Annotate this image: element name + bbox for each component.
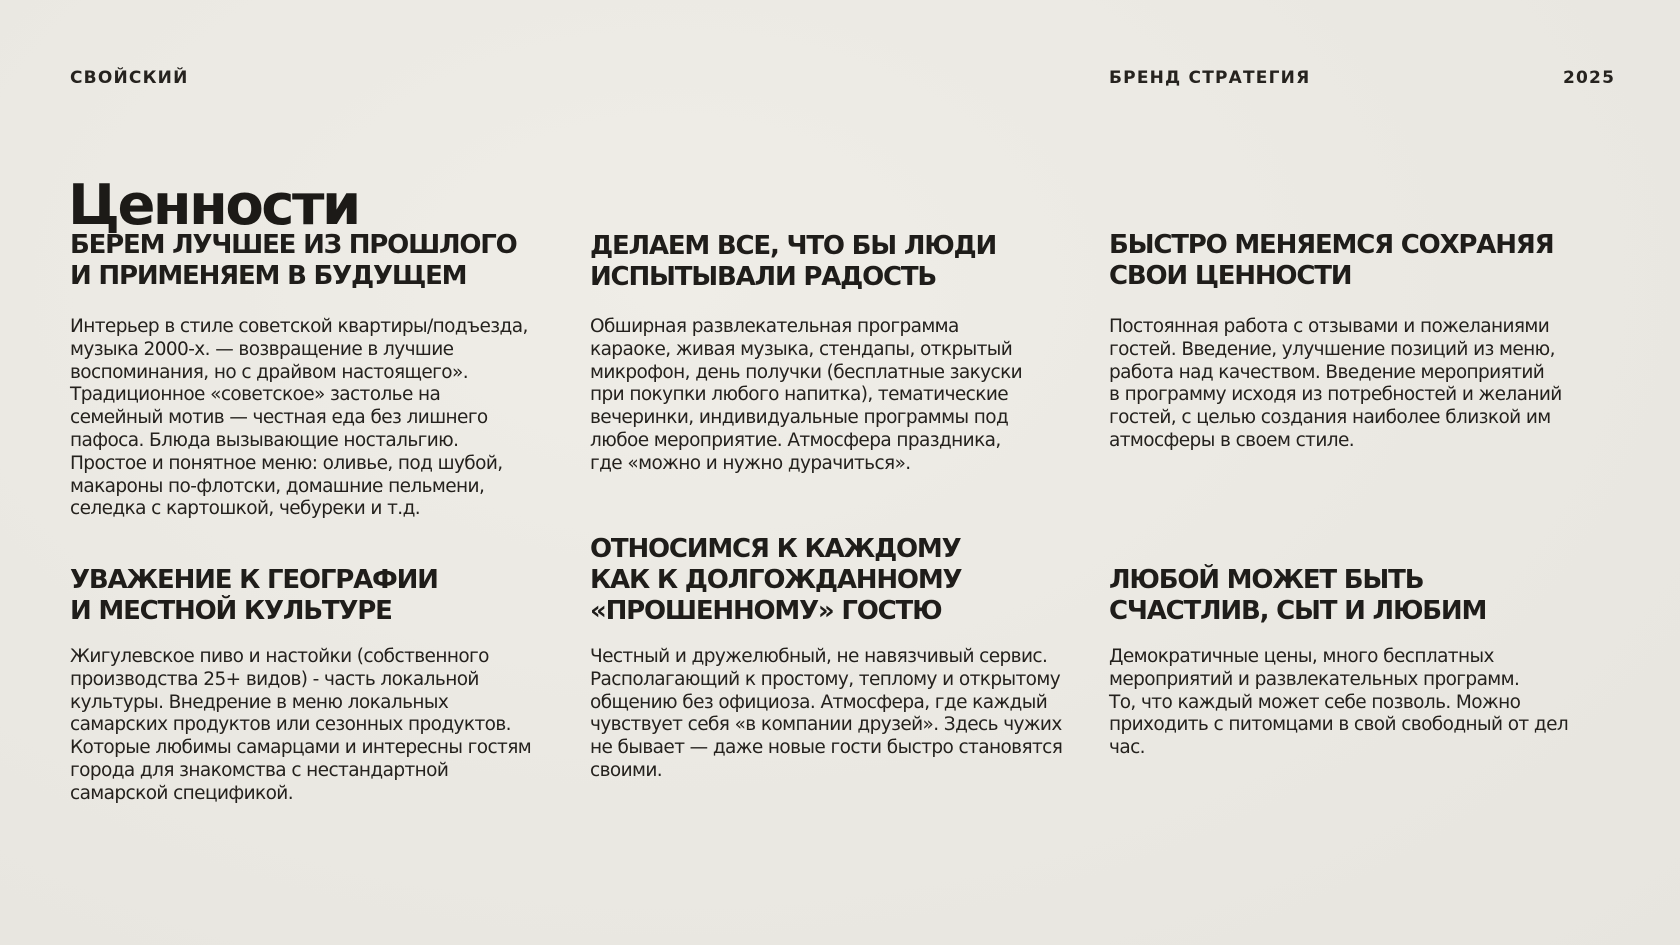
value-heading: ДЕЛАЕМ ВСЕ, ЧТО БЫ ЛЮДИ ИСПЫТЫВАЛИ РАДОСТЬ — [590, 231, 997, 292]
value-card-change — [1109, 230, 1619, 453]
value-card-happiness — [1109, 565, 1619, 760]
value-heading: ОТНОСИМСЯ К КАЖДОМУ КАК К ДОЛГОЖДАННОМУ «ПРОШЕННОМУ» ГОСТЮ — [590, 534, 962, 626]
document-title: БРЕНД СТРАТЕГИЯ — [1109, 68, 1311, 88]
value-description: Честный и дружелюбный, не навязчивый сервис. Располагающий к простому, теплому и открытому общению без официоза. Атмосфера, где каждый чувствует себя «в компании друзей». Здесь чужих не бывает — даже новые гости быстро становятся своими. — [590, 646, 1063, 781]
value-heading: УВАЖЕНИЕ К ГЕОГРАФИИ И МЕСТНОЙ КУЛЬТУРЕ — [70, 565, 438, 626]
value-heading: БЕРЕМ ЛУЧШЕЕ ИЗ ПРОШЛОГО И ПРИМЕНЯЕМ В БУДУЩЕМ — [70, 230, 517, 291]
value-heading: ЛЮБОЙ МОЖЕТ БЫТЬ СЧАСТЛИВ, СЫТ И ЛЮБИМ — [1109, 565, 1487, 626]
value-card-joy — [590, 231, 1100, 476]
year-label: 2025 — [1563, 68, 1616, 88]
value-description: Интерьер в стиле советской квартиры/подъезда, музыка 2000-х. — возвращение в лучшие воспоминания, но с драйвом настоящего». Традиционное «советское» застолье на семейный мотив — честная еда без лишнего пафоса. Блюда вызывающие ностальгию. Простое и понятное меню: оливье, под шубой, макароны по-флотски, домашние пельмени, селедка с картошкой, чебуреки и т.д. — [70, 316, 528, 520]
page-title: Ценности — [68, 172, 359, 238]
value-card-geography — [70, 565, 580, 806]
value-card-guest — [590, 534, 1100, 783]
value-description: Постоянная работа с отзывами и пожеланиями гостей. Введение, улучшение позиций из меню, работа над качеством. Введение мероприятий в программу исходя из потребностей и желаний гостей, с целью создания наиболее близкой им атмосферы в своем стиле. — [1109, 316, 1562, 451]
value-description: Обширная развлекательная программа караоке, живая музыка, стендапы, открытый микрофон, день получки (бесплатные закуски при покупки любого напитка), тематические вечеринки, индивидуальные программы под любое мероприятие. Атмосфера праздника, где «можно и нужно дурачиться». — [590, 316, 1023, 474]
value-heading: БЫСТРО МЕНЯЕМСЯ СОХРАНЯЯ СВОИ ЦЕННОСТИ — [1109, 230, 1554, 291]
brand-name: СВОЙСКИЙ — [70, 68, 189, 88]
value-description: Жигулевское пиво и настойки (собственного производства 25+ видов) - часть локальной культуры. Внедрение в меню локальных самарских продуктов или сезонных продуктов. Которые любимы самарцами и интересны гостям города для знакомства с нестандартной самарской спецификой. — [70, 646, 532, 804]
value-description: Демократичные цены, много бесплатных мероприятий и развлекательных программ. То, что каждый может себе позволь. Можно приходить с питомцами в свой свободный от дел час. — [1109, 646, 1569, 759]
value-card-past-future — [70, 230, 580, 521]
